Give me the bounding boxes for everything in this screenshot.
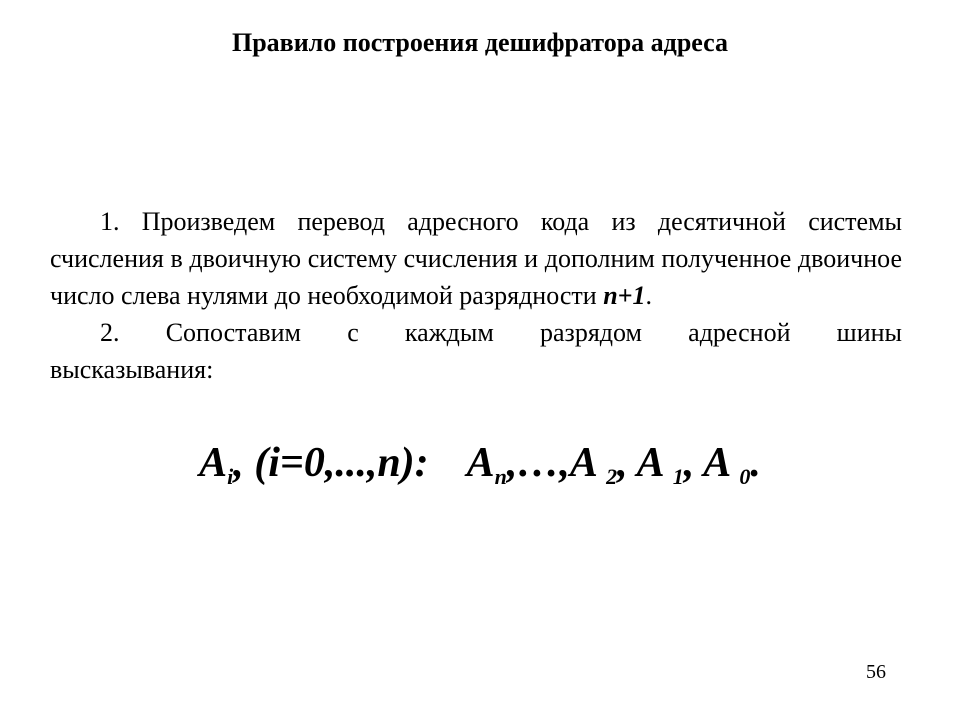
formula-ai-sub: i — [227, 464, 234, 489]
formula-a1-sub: 1 — [672, 464, 684, 489]
formula-an-base: A — [466, 440, 495, 486]
address-bus-formula — [0, 438, 960, 488]
formula-a1-base: , A — [617, 440, 673, 486]
paragraph-2 — [50, 314, 902, 388]
paragraph-1-line-3: дополним полученное двоичное число слева нулями до — [50, 244, 902, 310]
formula-a2-sub: 2 — [606, 464, 618, 489]
formula-ai-base: A — [199, 440, 228, 486]
bit-width-expression: n+1 — [603, 281, 646, 310]
paragraph-1 — [50, 203, 902, 314]
paragraph-1-end: . — [645, 281, 652, 310]
paragraph-1-line-2: системы счисления в двоичную систему счисления и — [50, 207, 903, 273]
paragraph-1-line-4: необходимой разрядности — [307, 281, 604, 310]
formula-a0-sub: 0 — [739, 464, 751, 489]
slide-body — [50, 203, 902, 388]
formula-range: , (i=0,...,n): — [233, 440, 429, 486]
formula-middle: ,…,A — [506, 440, 607, 486]
paragraph-2-line-1: 2. Сопоставим с каждым разрядом адресной шины — [100, 318, 902, 347]
formula-an-sub: n — [494, 464, 507, 489]
formula-end: . — [750, 440, 761, 486]
paragraph-1-line-1: 1. Произведем перевод адресного кода из десятичной — [100, 207, 786, 236]
formula-a0-base: , A — [683, 440, 740, 486]
slide-title: Правило построения дешифратора адреса — [231, 28, 729, 57]
paragraph-2-line-2: высказывания: — [50, 355, 214, 384]
page-number: 56 — [866, 661, 886, 683]
